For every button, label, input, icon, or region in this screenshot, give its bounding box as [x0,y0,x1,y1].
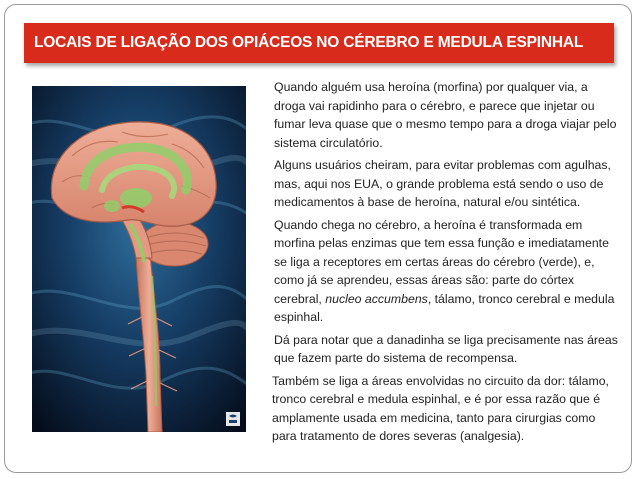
slide-title: LOCAIS DE LIGAÇÃO DOS OPIÁCEOS NO CÉREBRO E MEDULA ESPINHAL [34,34,584,51]
paragraph-2: Alguns usuários cheiram, para evitar problemas com agulhas, mas, aqui nos EUA, o grande problema está sendo o uso de medicamentos à base de heroína, natural e/ou sintética. [274,158,611,209]
brain-illustration [32,86,246,432]
paragraph-1: Quando alguém usa heroína (morfina) por qualquer via, a droga vai rapidinho para o cérebro, e parece que injetar ou fumar leva quase que o mesmo tempo para a droga viajar pelo sistema circulatório. [274,80,617,150]
publisher-logo-icon [226,412,240,426]
title-bar [24,23,614,63]
paragraph-3 [274,216,620,327]
paragraph-3-text-b: , tálamo, tronco cerebral e medula espinhal. [274,291,615,324]
paragraph-3-italic: nucleo accumbens [325,291,428,306]
paragraph-4: Dá para notar que a danadinha se liga precisamente nas áreas que fazem parte do sistema de recompensa. [274,332,618,365]
paragraph-3-text-a: Quando chega no cérebro, a heroína é transformada em morfina pelas enzimas que tem essa função e imediatamente se liga a receptores em certas áreas do cérebro (verde), e, como já se aprendeu, essas áreas são: parte do córtex cerebral, [274,217,609,306]
body-text [274,78,620,450]
paragraph-5: Também se liga a áreas envolvidas no circuito da dor: tálamo, tronco cerebral e medula espinhal, e é por essa razão que é amplamente usada em medicina, tanto para cirurgias como para tratamento de dores severas (analgesia). [272,373,609,443]
